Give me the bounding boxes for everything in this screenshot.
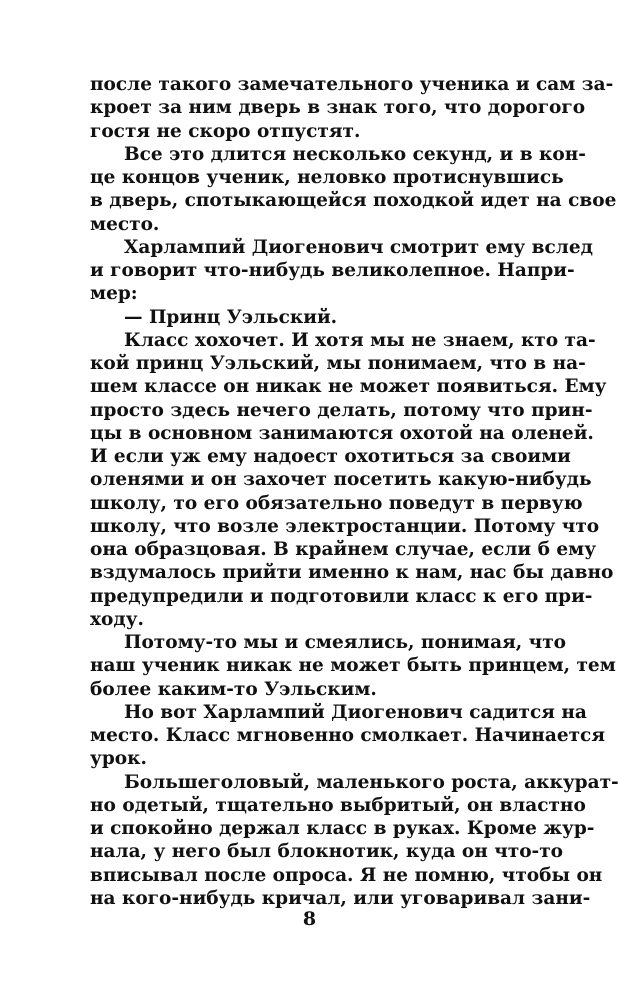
text-line: место. Класс мгновенно смолкает. Начинается bbox=[90, 725, 605, 746]
text-line: оленями и он захочет посетить какую-нибудь bbox=[90, 469, 592, 491]
text-line: после такого замечательного ученика и сам за- bbox=[90, 74, 614, 95]
text-line: и спокойно держал класс в руках. Кроме жур- bbox=[90, 818, 595, 839]
text-line: Потому-то мы и смеялись, понимая, что bbox=[124, 632, 566, 653]
body-text bbox=[90, 73, 619, 910]
text-line: школу, то его обязательно поведут в первую bbox=[90, 492, 583, 514]
text-line: более каким-то Уэльским. bbox=[90, 678, 377, 700]
text-line: Все это длится несколько секунд, и в кон- bbox=[124, 143, 586, 165]
text-line: наш ученик никак не может быть принцем, тем bbox=[90, 655, 616, 677]
text-line: вздумалось прийти именно к нам, нас бы давно bbox=[90, 562, 614, 584]
text-line: мер: bbox=[90, 283, 138, 305]
text-line: Но вот Харлампий Диогенович садится на bbox=[124, 701, 587, 723]
text-line: просто здесь нечего делать, потому что прин- bbox=[90, 399, 593, 421]
text-line: урок. bbox=[90, 748, 147, 770]
text-line: кой принц Уэльский, мы понимаем, что в на- bbox=[90, 353, 586, 374]
text-line: гостя не скоро отпустят. bbox=[90, 120, 361, 142]
text-line: Большеголовый, маленького роста, аккурат- bbox=[124, 771, 619, 793]
text-line: кроет за ним дверь в знак того, что дорогого bbox=[90, 97, 586, 119]
text-line: Харлампий Диогенович смотрит ему вслед bbox=[124, 236, 593, 258]
text-line: предупредили и подготовили класс к его при- bbox=[90, 585, 593, 607]
text-line: нала, у него был блокнотик, куда он что-то bbox=[90, 841, 564, 863]
text-line: И если уж ему надоест охотиться за своими bbox=[90, 446, 571, 467]
text-line: в дверь, спотыкающейся походкой идет на свое bbox=[90, 190, 617, 212]
text-line: це концов ученик, неловко протиснувшись bbox=[90, 167, 564, 188]
text-line: цы в основном занимаются охотой на оленей. bbox=[90, 422, 594, 444]
text-line: вписывал после опроса. Я не помню, чтобы он bbox=[90, 864, 603, 886]
page-number: 8 bbox=[302, 908, 317, 930]
text-line: Класс хохочет. И хотя мы не знаем, кто та- bbox=[124, 329, 596, 351]
text-line: она образцовая. В крайнем случае, если б ему bbox=[90, 539, 597, 560]
text-line: но одетый, тщательно выбритый, он властно bbox=[90, 794, 586, 816]
text-line: ходу. bbox=[90, 608, 144, 630]
text-line: место. bbox=[90, 213, 160, 235]
text-line: шем классе он никак не может появиться. Ему bbox=[90, 376, 607, 398]
text-line: школу, что возле электростанции. Потому что bbox=[90, 515, 600, 537]
text-line: и говорит что-нибудь великолепное. Напри- bbox=[90, 260, 575, 281]
text-line: — Принц Уэльский. bbox=[124, 306, 338, 328]
text-line: на кого-нибудь кричал, или уговаривал зани- bbox=[90, 887, 591, 909]
